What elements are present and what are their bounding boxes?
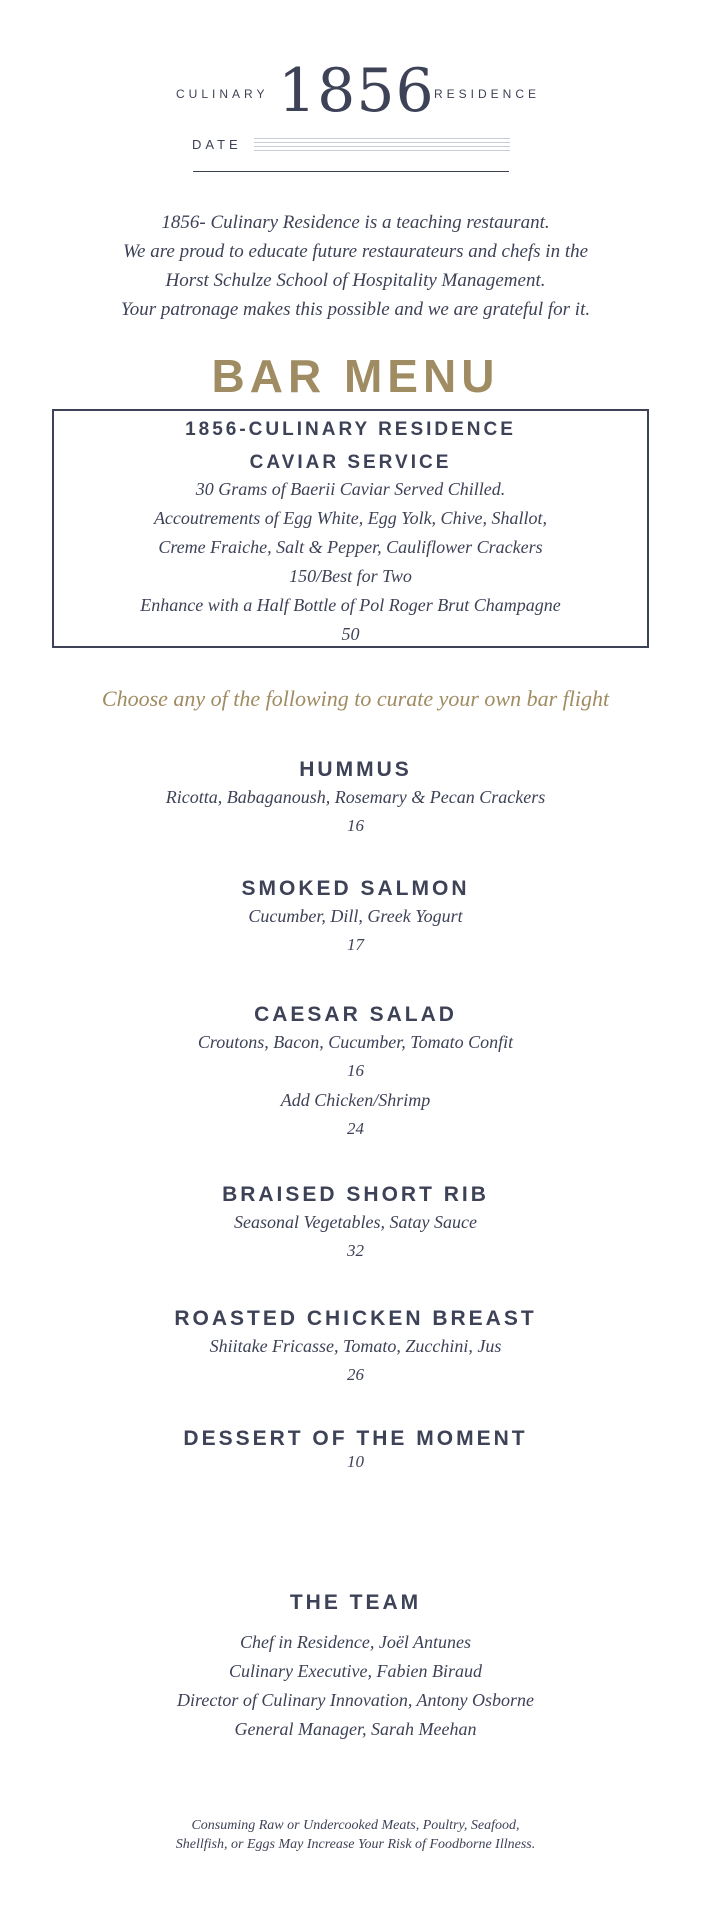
item-name: SMOKED SALMON bbox=[241, 877, 470, 900]
item-description: Cucumber, Dill, Greek Yogurt bbox=[248, 906, 463, 926]
caviar-line: 50 bbox=[341, 624, 360, 644]
date-lines bbox=[254, 138, 510, 154]
item-name: BRAISED SHORT RIB bbox=[222, 1183, 489, 1206]
menu-item-smoked-salmon bbox=[0, 876, 711, 960]
item-description: Seasonal Vegetables, Satay Sauce bbox=[234, 1212, 477, 1232]
logo-right-word: RESIDENCE bbox=[434, 87, 541, 101]
intro-text bbox=[40, 208, 671, 324]
team-section bbox=[0, 1590, 711, 1744]
item-name: ROASTED CHICKEN BREAST bbox=[174, 1307, 537, 1330]
disclaimer-line: Consuming Raw or Undercooked Meats, Poultry, Seafood, bbox=[191, 1818, 520, 1833]
item-name: DESSERT OF THE MOMENT bbox=[183, 1427, 528, 1450]
team-member: Director of Culinary Innovation, Antony Osborne bbox=[177, 1690, 534, 1710]
caviar-box bbox=[52, 409, 649, 648]
item-price: 26 bbox=[347, 1365, 364, 1384]
menu-item-dessert bbox=[0, 1426, 711, 1472]
intro-line: Horst Schulze School of Hospitality Management. bbox=[165, 270, 546, 291]
food-safety-disclaimer bbox=[0, 1816, 711, 1854]
logo-left-word: CULINARY bbox=[176, 87, 269, 101]
menu-item-caesar-salad bbox=[0, 1002, 711, 1144]
team-member: General Manager, Sarah Meehan bbox=[234, 1719, 477, 1739]
caviar-line: Enhance with a Half Bottle of Pol Roger Brut Champagne bbox=[140, 595, 561, 615]
menu-item-hummus bbox=[0, 757, 711, 841]
item-addon: Add Chicken/Shrimp bbox=[280, 1090, 431, 1110]
caviar-line: 30 Grams of Baerii Caviar Served Chilled. bbox=[195, 479, 506, 499]
intro-line: 1856- Culinary Residence is a teaching restaurant. bbox=[161, 212, 550, 233]
caviar-heading-service: CAVIAR SERVICE bbox=[249, 452, 452, 473]
item-price: 16 bbox=[347, 816, 364, 835]
menu-item-braised-short-rib bbox=[0, 1182, 711, 1266]
item-price: 32 bbox=[347, 1241, 364, 1260]
date-row bbox=[192, 137, 510, 157]
team-member: Chef in Residence, Joël Antunes bbox=[239, 1632, 472, 1652]
team-title: THE TEAM bbox=[289, 1591, 422, 1614]
caviar-line: Creme Fraiche, Salt & Pepper, Cauliflower Crackers bbox=[158, 537, 543, 557]
item-addon-price: 24 bbox=[347, 1119, 364, 1138]
item-description: Shiitake Fricasse, Tomato, Zucchini, Jus bbox=[209, 1336, 502, 1356]
header-divider bbox=[193, 171, 509, 172]
menu-item-roasted-chicken-breast bbox=[0, 1306, 711, 1390]
flight-instruction: Choose any of the following to curate your own bar flight bbox=[101, 686, 610, 711]
item-price: 10 bbox=[347, 1452, 364, 1471]
date-label: DATE bbox=[192, 137, 242, 152]
item-price: 16 bbox=[347, 1061, 364, 1080]
item-name: CAESAR SALAD bbox=[254, 1003, 457, 1026]
logo-header bbox=[0, 55, 711, 130]
item-price: 17 bbox=[347, 935, 364, 954]
item-description: Ricotta, Babaganoush, Rosemary & Pecan Crackers bbox=[165, 787, 546, 807]
intro-line: We are proud to educate future restaurateurs and chefs in the bbox=[122, 241, 589, 262]
menu-title: BAR MENU bbox=[211, 350, 500, 402]
team-member: Culinary Executive, Fabien Biraud bbox=[229, 1661, 482, 1681]
caviar-line: Accoutrements of Egg White, Egg Yolk, Chive, Shallot, bbox=[153, 508, 548, 528]
logo-year: 1856 bbox=[278, 56, 435, 126]
item-description: Croutons, Bacon, Cucumber, Tomato Confit bbox=[197, 1032, 514, 1052]
item-name: HUMMUS bbox=[299, 758, 412, 781]
caviar-heading-restaurant: 1856-CULINARY RESIDENCE bbox=[185, 419, 516, 440]
caviar-line: 150/Best for Two bbox=[289, 566, 412, 586]
intro-line: Your patronage makes this possible and we are grateful for it. bbox=[120, 299, 591, 320]
disclaimer-line: Shellfish, or Eggs May Increase Your Risk of Foodborne Illness. bbox=[175, 1837, 536, 1852]
